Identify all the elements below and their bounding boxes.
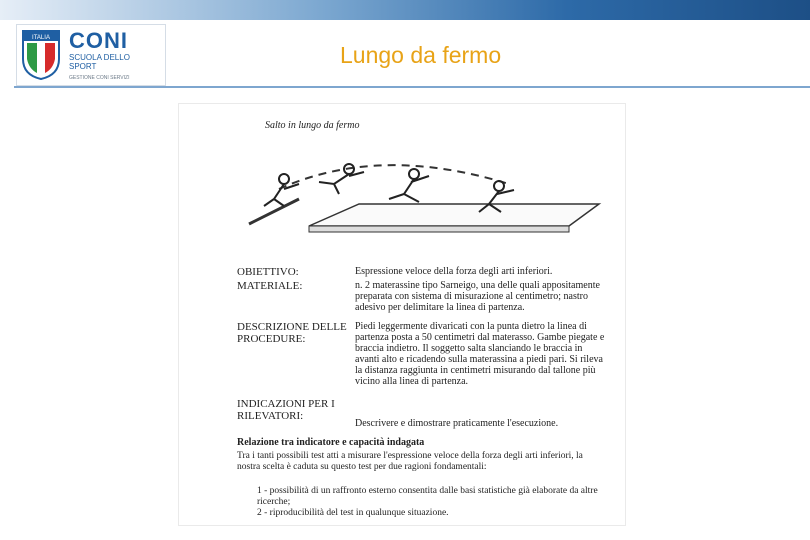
row-label-indications: INDICAZIONI PER I RILEVATORI:	[237, 398, 335, 422]
top-banner	[0, 0, 810, 20]
italia-shield-icon	[21, 29, 61, 81]
slide-title: Lungo da fermo	[340, 42, 502, 68]
scanned-document	[178, 103, 626, 526]
relation-item-2: 2 - riproducibilità del test in qualunque situazione.	[257, 508, 449, 518]
doc-caption: Salto in lungo da fermo	[265, 120, 360, 131]
coni-logo	[16, 24, 166, 86]
row-label-material: MATERIALE:	[237, 280, 303, 292]
relation-item-1: 1 - possibilità di un raffronto esterno consentita dalle basi statistiche già elaborate da altre ricerche;	[257, 486, 598, 507]
logo-brand: CONI	[69, 28, 128, 53]
relation-title: Relazione tra indicatore e capacità indagata	[237, 437, 425, 448]
row-value-material: n. 2 materassine tipo Sarneigo, una delle quali appositamente preparata con sistema di misurazione al centimetro; nastro adesivo per delimitare la linea di partenza.	[355, 280, 600, 313]
relation-body: Tra i tanti possibili test atti a misurare l'espressione veloce della forza degli arti inferiori, la nostra scelta è caduta su questo test per due ragioni fondamentali:	[237, 451, 583, 472]
row-label-objective: OBIETTIVO:	[237, 266, 299, 278]
row-value-objective: Espressione veloce della forza degli arti inferiori.	[355, 266, 553, 277]
row-value-procedure: Piedi leggermente divaricati con la punta dietro la linea di partenza posta a 50 centimetri dal materasso. Gambe piegate e braccia indietro. Il soggetto salta slanciando le braccia in avanti alto e ricadendo sulla materassina a piedi pari. Si rileva la distanza raggiunta in centimetri misurando dal tallone più vicino alla linea di partenza.	[355, 321, 605, 387]
row-value-indications: Descrivere e dimostrare praticamente l'esecuzione.	[355, 418, 559, 429]
logo-sub: SCUOLA DELLO SPORT	[69, 53, 130, 71]
logo-country: ITALIA	[32, 35, 50, 41]
jump-illustration	[239, 144, 609, 244]
row-label-procedure: DESCRIZIONE DELLE PROCEDURE:	[237, 321, 347, 345]
slide-header	[14, 20, 810, 88]
logo-tagline: GESTIONE CONI SERVIZI	[69, 75, 130, 81]
